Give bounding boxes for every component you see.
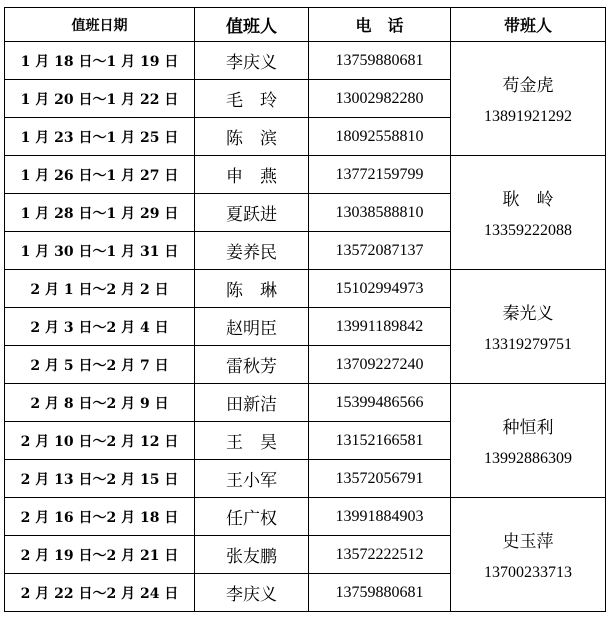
table-row	[5, 42, 606, 80]
duty-person-cell: 张友鹏	[195, 536, 309, 574]
table-row	[5, 384, 606, 422]
phone-cell: 13759880681	[309, 42, 451, 80]
phone-cell: 13991884903	[309, 498, 451, 536]
duty-date-cell: 1 月 28 日～1 月 29 日	[5, 194, 195, 232]
duty-person-cell: 陈 滨	[195, 118, 309, 156]
duty-date-cell: 2 月 13 日～2 月 15 日	[5, 460, 195, 498]
duty-date-cell: 1 月 30 日～1 月 31 日	[5, 232, 195, 270]
duty-date-cell: 2 月 16 日～2 月 18 日	[5, 498, 195, 536]
duty-person-cell: 赵明臣	[195, 308, 309, 346]
leader-name: 种恒利	[502, 418, 554, 438]
phone-cell: 13002982280	[309, 80, 451, 118]
leader-cell	[451, 42, 606, 156]
duty-person-cell: 王小军	[195, 460, 309, 498]
table-row	[5, 270, 606, 308]
leader-phone: 13359222088	[484, 222, 572, 239]
duty-date-cell: 2 月 5 日～2 月 7 日	[5, 346, 195, 384]
phone-cell: 13709227240	[309, 346, 451, 384]
duty-date-cell: 2 月 1 日～2 月 2 日	[5, 270, 195, 308]
duty-person-cell: 陈 琳	[195, 270, 309, 308]
leader-name: 史玉萍	[502, 532, 554, 552]
leader-cell	[451, 384, 606, 498]
leader-name: 耿 岭	[502, 190, 554, 210]
phone-cell: 13038588810	[309, 194, 451, 232]
header-duty-date: 值班日期	[5, 8, 195, 42]
phone-cell: 15102994973	[309, 270, 451, 308]
duty-person-cell: 任广权	[195, 498, 309, 536]
duty-person-cell: 王 昊	[195, 422, 309, 460]
phone-cell: 13152166581	[309, 422, 451, 460]
duty-person-cell: 夏跃进	[195, 194, 309, 232]
header-shift-leader: 带班人	[451, 8, 606, 42]
duty-person-cell: 雷秋芳	[195, 346, 309, 384]
phone-cell: 13572087137	[309, 232, 451, 270]
leader-cell	[451, 498, 606, 612]
duty-person-cell: 姜养民	[195, 232, 309, 270]
header-phone: 电 话	[309, 8, 451, 42]
phone-cell: 13572056791	[309, 460, 451, 498]
duty-person-cell: 毛 玲	[195, 80, 309, 118]
duty-date-cell: 1 月 20 日～1 月 22 日	[5, 80, 195, 118]
duty-date-cell: 1 月 26 日～1 月 27 日	[5, 156, 195, 194]
leader-phone: 13891921292	[484, 108, 572, 125]
phone-cell: 13572222512	[309, 536, 451, 574]
leader-phone: 13700233713	[484, 564, 572, 581]
header-duty-person: 值班人	[195, 8, 309, 42]
leader-phone: 13319279751	[484, 336, 572, 353]
leader-cell	[451, 270, 606, 384]
duty-date-cell: 2 月 22 日～2 月 24 日	[5, 574, 195, 612]
duty-schedule-table	[4, 7, 606, 612]
phone-cell: 18092558810	[309, 118, 451, 156]
leader-cell	[451, 156, 606, 270]
header-row	[5, 8, 606, 42]
leader-name: 秦光义	[502, 304, 554, 324]
duty-date-cell: 2 月 19 日～2 月 21 日	[5, 536, 195, 574]
duty-date-cell: 2 月 10 日～2 月 12 日	[5, 422, 195, 460]
phone-cell: 13759880681	[309, 574, 451, 612]
table-row	[5, 498, 606, 536]
duty-date-cell: 1 月 18 日～1 月 19 日	[5, 42, 195, 80]
phone-cell: 13772159799	[309, 156, 451, 194]
duty-date-cell: 2 月 8 日～2 月 9 日	[5, 384, 195, 422]
duty-person-cell: 李庆义	[195, 574, 309, 612]
duty-date-cell: 1 月 23 日～1 月 25 日	[5, 118, 195, 156]
phone-cell: 13991189842	[309, 308, 451, 346]
duty-person-cell: 李庆义	[195, 42, 309, 80]
table-row	[5, 156, 606, 194]
duty-person-cell: 申 燕	[195, 156, 309, 194]
leader-phone: 13992886309	[484, 450, 572, 467]
duty-date-cell: 2 月 3 日～2 月 4 日	[5, 308, 195, 346]
duty-person-cell: 田新洁	[195, 384, 309, 422]
leader-name: 苟金虎	[502, 76, 554, 96]
phone-cell: 15399486566	[309, 384, 451, 422]
